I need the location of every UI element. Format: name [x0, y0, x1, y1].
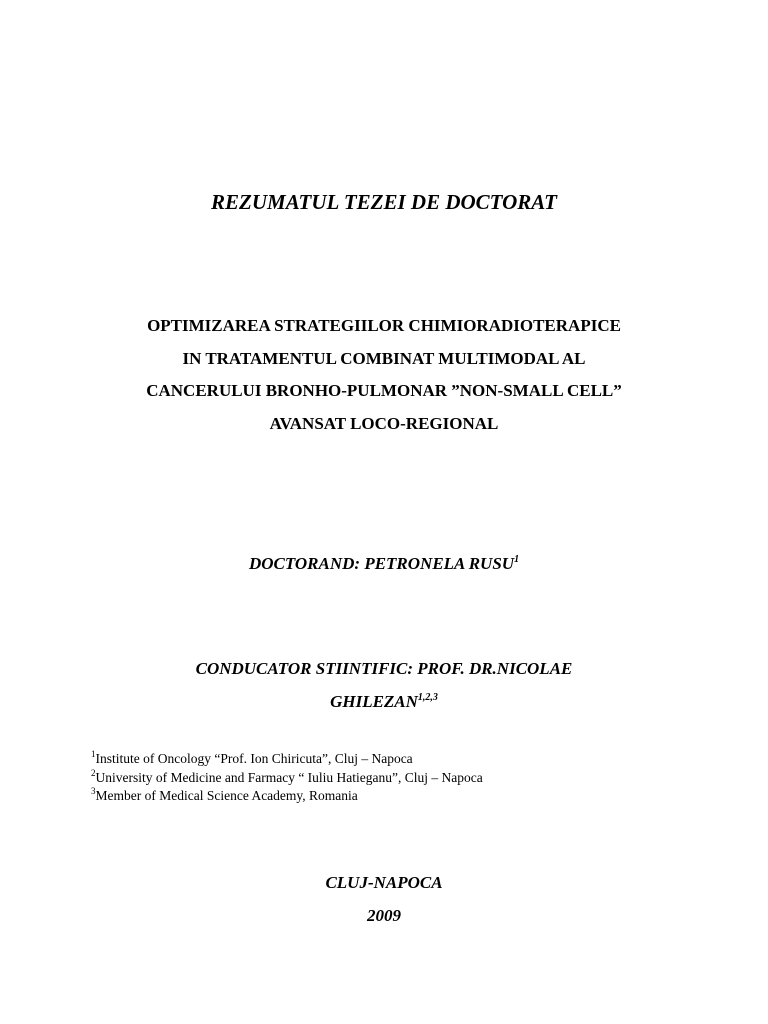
- supervisor-superscript: 1,2,3: [417, 692, 438, 703]
- thesis-title-line: CANCERULUI BRONHO-PULMONAR ”NON-SMALL CELL”: [146, 381, 622, 400]
- affiliation-item: [91, 787, 483, 806]
- document-title: REZUMATUL TEZEI DE DOCTORAT: [211, 190, 557, 214]
- supervisor-line-1: CONDUCATOR STIINTIFIC: PROF. DR.NICOLAE: [195, 659, 573, 678]
- affiliations-list: [91, 750, 483, 806]
- thesis-title-line: OPTIMIZAREA STRATEGIILOR CHIMIORADIOTERAPICE: [147, 316, 621, 335]
- supervisor-surname: GHILEZAN: [330, 692, 418, 711]
- thesis-title-line: AVANSAT LOCO-REGIONAL: [269, 413, 499, 433]
- doctorand-name: DOCTORAND: PETRONELA RUSU: [248, 554, 515, 573]
- affiliation-marker: 1: [91, 749, 96, 759]
- city: CLUJ-NAPOCA: [325, 873, 443, 892]
- affiliation-marker: 3: [91, 786, 96, 796]
- thesis-title-line: IN TRATAMENTUL COMBINAT MULTIMODAL AL: [182, 348, 586, 368]
- thesis-title: [0, 310, 768, 440]
- affiliation-text: Institute of Oncology “Prof. Ion Chiricuta”, Cluj – Napoca: [95, 751, 413, 766]
- year: 2009: [367, 906, 401, 925]
- affiliation-marker: 2: [91, 767, 96, 778]
- doctorand-line: [0, 552, 768, 576]
- doctorand-superscript: 1: [514, 554, 520, 565]
- affiliation-item: [91, 769, 483, 788]
- supervisor-block: [0, 652, 768, 718]
- affiliation-text: Member of Medical Science Academy, Romania: [95, 788, 358, 803]
- supervisor-line-2: [0, 685, 768, 718]
- affiliation-text: University of Medicine and Farmacy “ Iuliu Hatieganu”, Cluj – Napoca: [95, 769, 483, 785]
- affiliation-item: [91, 750, 483, 769]
